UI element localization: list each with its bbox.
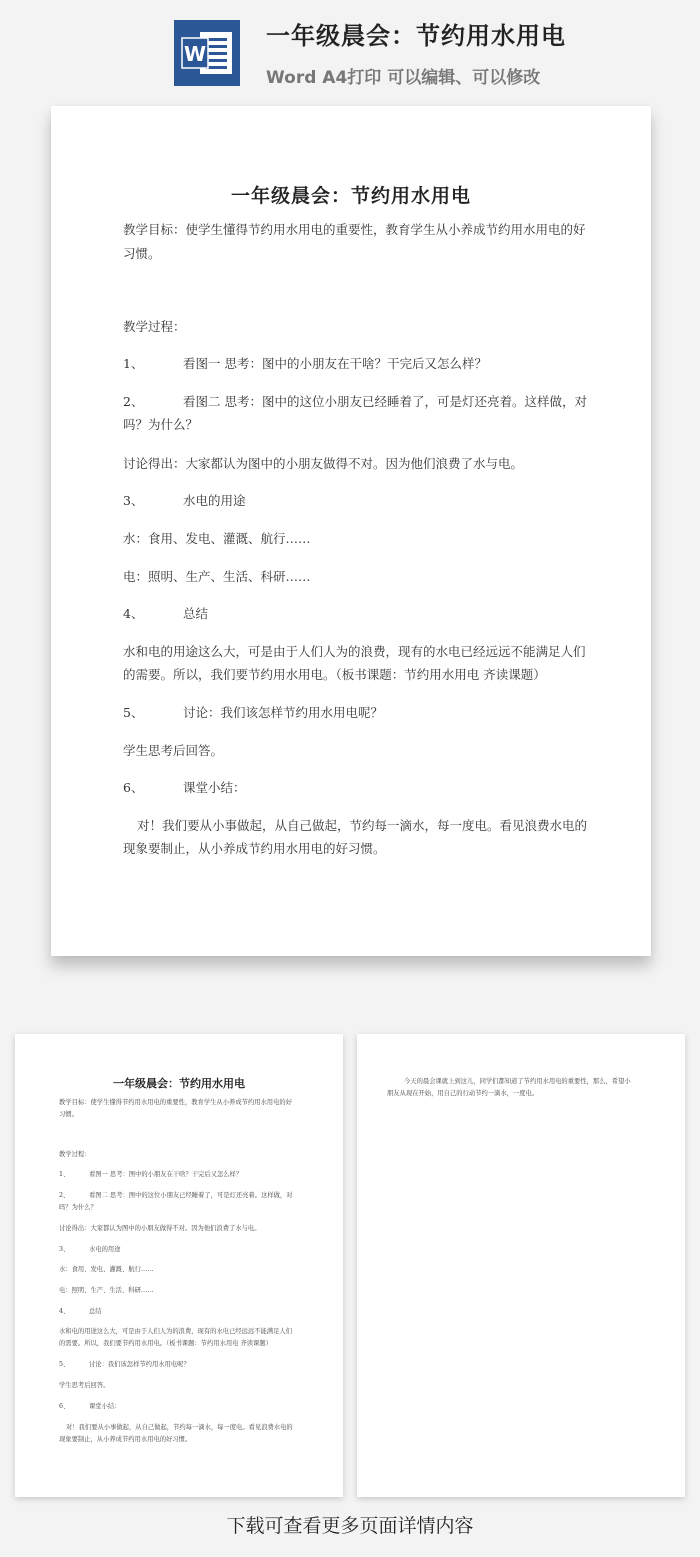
summary-line-2: 的需要。所以，我们要节约用水用电。（板书课题：节约用水用电 齐读课题） bbox=[123, 667, 546, 682]
step-text: 总结 bbox=[183, 606, 209, 621]
step-3 bbox=[123, 491, 246, 509]
step-1 bbox=[123, 354, 487, 372]
step-number: 1、 bbox=[59, 1171, 70, 1178]
step-number: 2、 bbox=[123, 394, 144, 409]
electric-uses: 电：照明、生产、生活、科研…… bbox=[123, 569, 311, 584]
step-2 bbox=[123, 392, 587, 410]
thumbnail-line bbox=[59, 1359, 190, 1368]
thumbnail-line bbox=[59, 1190, 293, 1199]
page2-line-1: 今天的晨会课就上到这儿，同学们都知道了节约用水用电的重要性，那么，希望小 bbox=[404, 1078, 631, 1085]
discussion-result: 讨论得出：大家都认为图中的小朋友做得不对。因为他们浪费了水与电。 bbox=[123, 456, 524, 471]
step-4 bbox=[123, 604, 208, 622]
svg-text:W: W bbox=[183, 42, 207, 66]
step-5 bbox=[123, 703, 383, 721]
step-text: 看图二 思考：图中的这位小朋友已经睡着了，可是灯还亮着。这样做，对 bbox=[89, 1192, 293, 1199]
goal-line-1: 教学目标：使学生懂得节约用水用电的重要性，教育学生从小养成节约用水用电的好 bbox=[123, 222, 586, 237]
thumbnail-page-2[interactable] bbox=[357, 1034, 685, 1497]
header-title: 一年级晨会：节约用水用电 bbox=[266, 22, 566, 50]
step-text: 水电的用途 bbox=[183, 493, 246, 508]
thumbnail-title: 一年级晨会：节约用水用电 bbox=[113, 1077, 245, 1090]
header-subtitle: Word A4打印 可以编辑、可以修改 bbox=[266, 68, 541, 88]
step-text: 水电的用途 bbox=[89, 1246, 121, 1253]
document-title: 一年级晨会：节约用水用电 bbox=[230, 185, 471, 207]
conclusion-line-1: 对！我们要从小事做起，从自己做起，节约每一滴水，每一度电。看见浪费水电的 bbox=[137, 818, 588, 833]
thumbnail-page-1[interactable] bbox=[15, 1034, 343, 1497]
thumbnail-line bbox=[59, 1401, 120, 1410]
step-6 bbox=[123, 778, 246, 796]
thumbnail-line: 水：食用、发电、灌溉、航行…… bbox=[59, 1266, 154, 1273]
thumbnail-line: 教学过程： bbox=[59, 1151, 91, 1158]
page-header bbox=[0, 0, 700, 100]
step-number: 4、 bbox=[59, 1308, 70, 1315]
step-text: 讨论：我们该怎样节约用水用电呢？ bbox=[89, 1361, 190, 1368]
water-uses: 水：食用、发电、灌溉、航行…… bbox=[123, 531, 311, 546]
step-text: 看图一 思考：图中的小朋友在干啥？干完后又怎么样？ bbox=[89, 1171, 243, 1178]
step-text: 看图一 思考：图中的小朋友在干啥？干完后又怎么样？ bbox=[183, 356, 487, 371]
conclusion-line-2: 现象要制止，从小养成节约用水用电的好习惯。 bbox=[123, 841, 386, 856]
thumbnail-line: 讨论得出：大家都认为图中的小朋友做得不对。因为他们浪费了水与电。 bbox=[59, 1225, 261, 1232]
step-number: 6、 bbox=[123, 780, 144, 795]
thumbnail-line: 教学目标：使学生懂得节约用水用电的重要性，教育学生从小养成节约用水用电的好 bbox=[59, 1099, 292, 1106]
step-number: 1、 bbox=[123, 356, 144, 371]
step-number: 3、 bbox=[59, 1246, 70, 1253]
thumbnail-line bbox=[59, 1169, 242, 1178]
thumbnail-line: 习惯。 bbox=[59, 1111, 78, 1118]
step-number: 5、 bbox=[123, 705, 144, 720]
process-heading: 教学过程： bbox=[123, 319, 186, 334]
student-answer: 学生思考后回答。 bbox=[123, 743, 224, 758]
step-number: 2、 bbox=[59, 1192, 70, 1199]
goal-line-2: 习惯。 bbox=[123, 246, 161, 261]
thumbnail-line bbox=[59, 1244, 120, 1253]
step-2-continued: 吗？为什么？ bbox=[123, 417, 199, 432]
word-doc-icon bbox=[174, 20, 240, 86]
summary-line-1: 水和电的用途这么大，可是由于人们人为的浪费，现有的水电已经远远不能满足人们 bbox=[123, 644, 586, 659]
step-number: 5、 bbox=[59, 1361, 70, 1368]
thumbnail-line: 学生思考后回答。 bbox=[59, 1382, 110, 1389]
step-text: 看图二 思考：图中的这位小朋友已经睡着了，可是灯还亮着。这样做，对 bbox=[183, 394, 587, 409]
step-text: 讨论：我们该怎样节约用水用电呢？ bbox=[183, 705, 384, 720]
step-number: 4、 bbox=[123, 606, 144, 621]
download-more-link[interactable]: 下载可查看更多页面详情内容 bbox=[226, 1515, 474, 1537]
thumbnail-line: 吗？为什么？ bbox=[59, 1204, 97, 1211]
thumbnail-line: 现象要制止，从小养成节约用水用电的好习惯。 bbox=[59, 1436, 192, 1443]
step-number: 6、 bbox=[59, 1403, 70, 1410]
step-text: 课堂小结： bbox=[183, 780, 246, 795]
page2-line-2: 朋友从现在开始，用自己的行动节约一滴水，一度电。 bbox=[387, 1090, 539, 1097]
step-text: 课堂小结： bbox=[89, 1403, 121, 1410]
thumbnail-line: 水和电的用途这么大，可是由于人们人为的浪费，现有的水电已经远远不能满足人们 bbox=[59, 1328, 292, 1335]
thumbnail-line: 电：照明、生产、生活、科研…… bbox=[59, 1287, 154, 1294]
step-number: 3、 bbox=[123, 493, 144, 508]
document-page-main bbox=[51, 106, 651, 956]
step-text: 总结 bbox=[89, 1308, 102, 1315]
thumbnail-line: 的需要。所以，我们要节约用水用电。（板书课题：节约用水用电 齐读课题） bbox=[59, 1340, 272, 1347]
thumbnail-line bbox=[59, 1306, 102, 1315]
thumbnail-line: 对！我们要从小事做起，从自己做起，节约每一滴水，每一度电。看见浪费水电的 bbox=[66, 1424, 293, 1431]
